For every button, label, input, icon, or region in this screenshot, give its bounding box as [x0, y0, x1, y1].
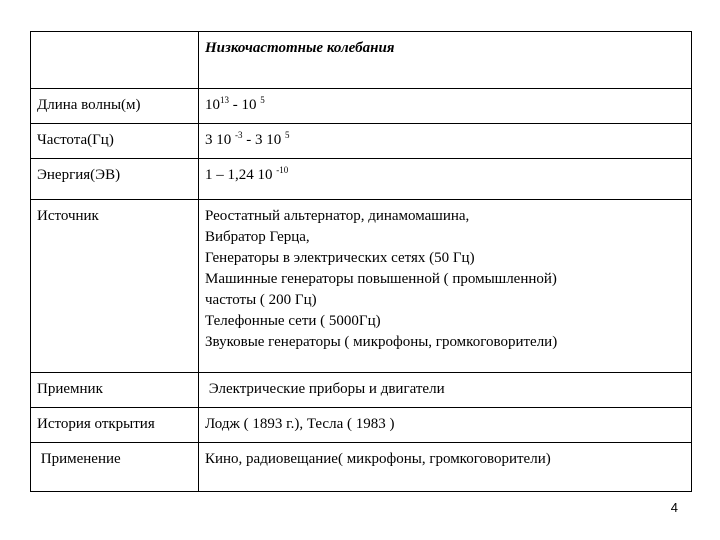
table-row	[31, 443, 692, 492]
history-value: Лодж ( 1893 г.), Тесла ( 1983 )	[199, 408, 692, 443]
header-title-cell	[199, 32, 692, 89]
properties-table	[30, 31, 692, 492]
energy-value	[199, 159, 692, 200]
source-line: Звуковые генераторы ( микрофоны, громкоговорители)	[205, 334, 558, 350]
frequency-exp1: -3	[235, 130, 243, 140]
table-row	[31, 200, 692, 373]
table-row	[31, 124, 692, 159]
source-label: Источник	[31, 200, 199, 373]
source-line: Вибратор Герца,	[205, 229, 310, 245]
history-label: История открытия	[31, 408, 199, 443]
source-line: Генераторы в электрических сетях (50 Гц)	[205, 250, 475, 266]
frequency-label: Частота(Гц)	[31, 124, 199, 159]
wavelength-base2: 10	[241, 97, 261, 113]
source-line: частоты ( 200 Гц)	[205, 292, 317, 308]
application-value: Кино, радиовещание( микрофоны, громкоговорители)	[199, 443, 692, 492]
source-line: Машинные генераторы повышенной ( промышленной)	[205, 271, 557, 287]
energy-exp: -10	[276, 165, 289, 175]
frequency-sep: -	[242, 132, 255, 148]
header-empty-cell	[31, 32, 199, 89]
receiver-label: Приемник	[31, 373, 199, 408]
source-line: Телефонные сети ( 5000Гц)	[205, 313, 381, 329]
frequency-value	[199, 124, 692, 159]
application-label: Применение	[31, 443, 199, 492]
page-number: 4	[670, 500, 678, 515]
table-row	[31, 89, 692, 124]
table-row	[31, 373, 692, 408]
table-row	[31, 32, 692, 89]
wavelength-sep: -	[229, 97, 242, 113]
source-value	[199, 200, 692, 373]
receiver-value: Электрические приборы и двигатели	[199, 373, 692, 408]
source-line: Реостатный альтернатор, динамомашина,	[205, 208, 470, 224]
wavelength-exp1: 13	[220, 95, 229, 105]
wavelength-label: Длина волны(м)	[31, 89, 199, 124]
wavelength-exp2: 5	[260, 95, 265, 105]
energy-label: Энергия(ЭВ)	[31, 159, 199, 200]
table-row	[31, 408, 692, 443]
wavelength-value	[199, 89, 692, 124]
frequency-base1: 3 10	[205, 132, 235, 148]
frequency-base2: 3 10	[255, 132, 285, 148]
table-row	[31, 159, 692, 200]
frequency-exp2: 5	[285, 130, 290, 140]
energy-base: 1 – 1,24 10	[205, 167, 277, 183]
table-title: Низкочастотные колебания	[205, 40, 395, 56]
wavelength-base1: 10	[205, 97, 220, 113]
